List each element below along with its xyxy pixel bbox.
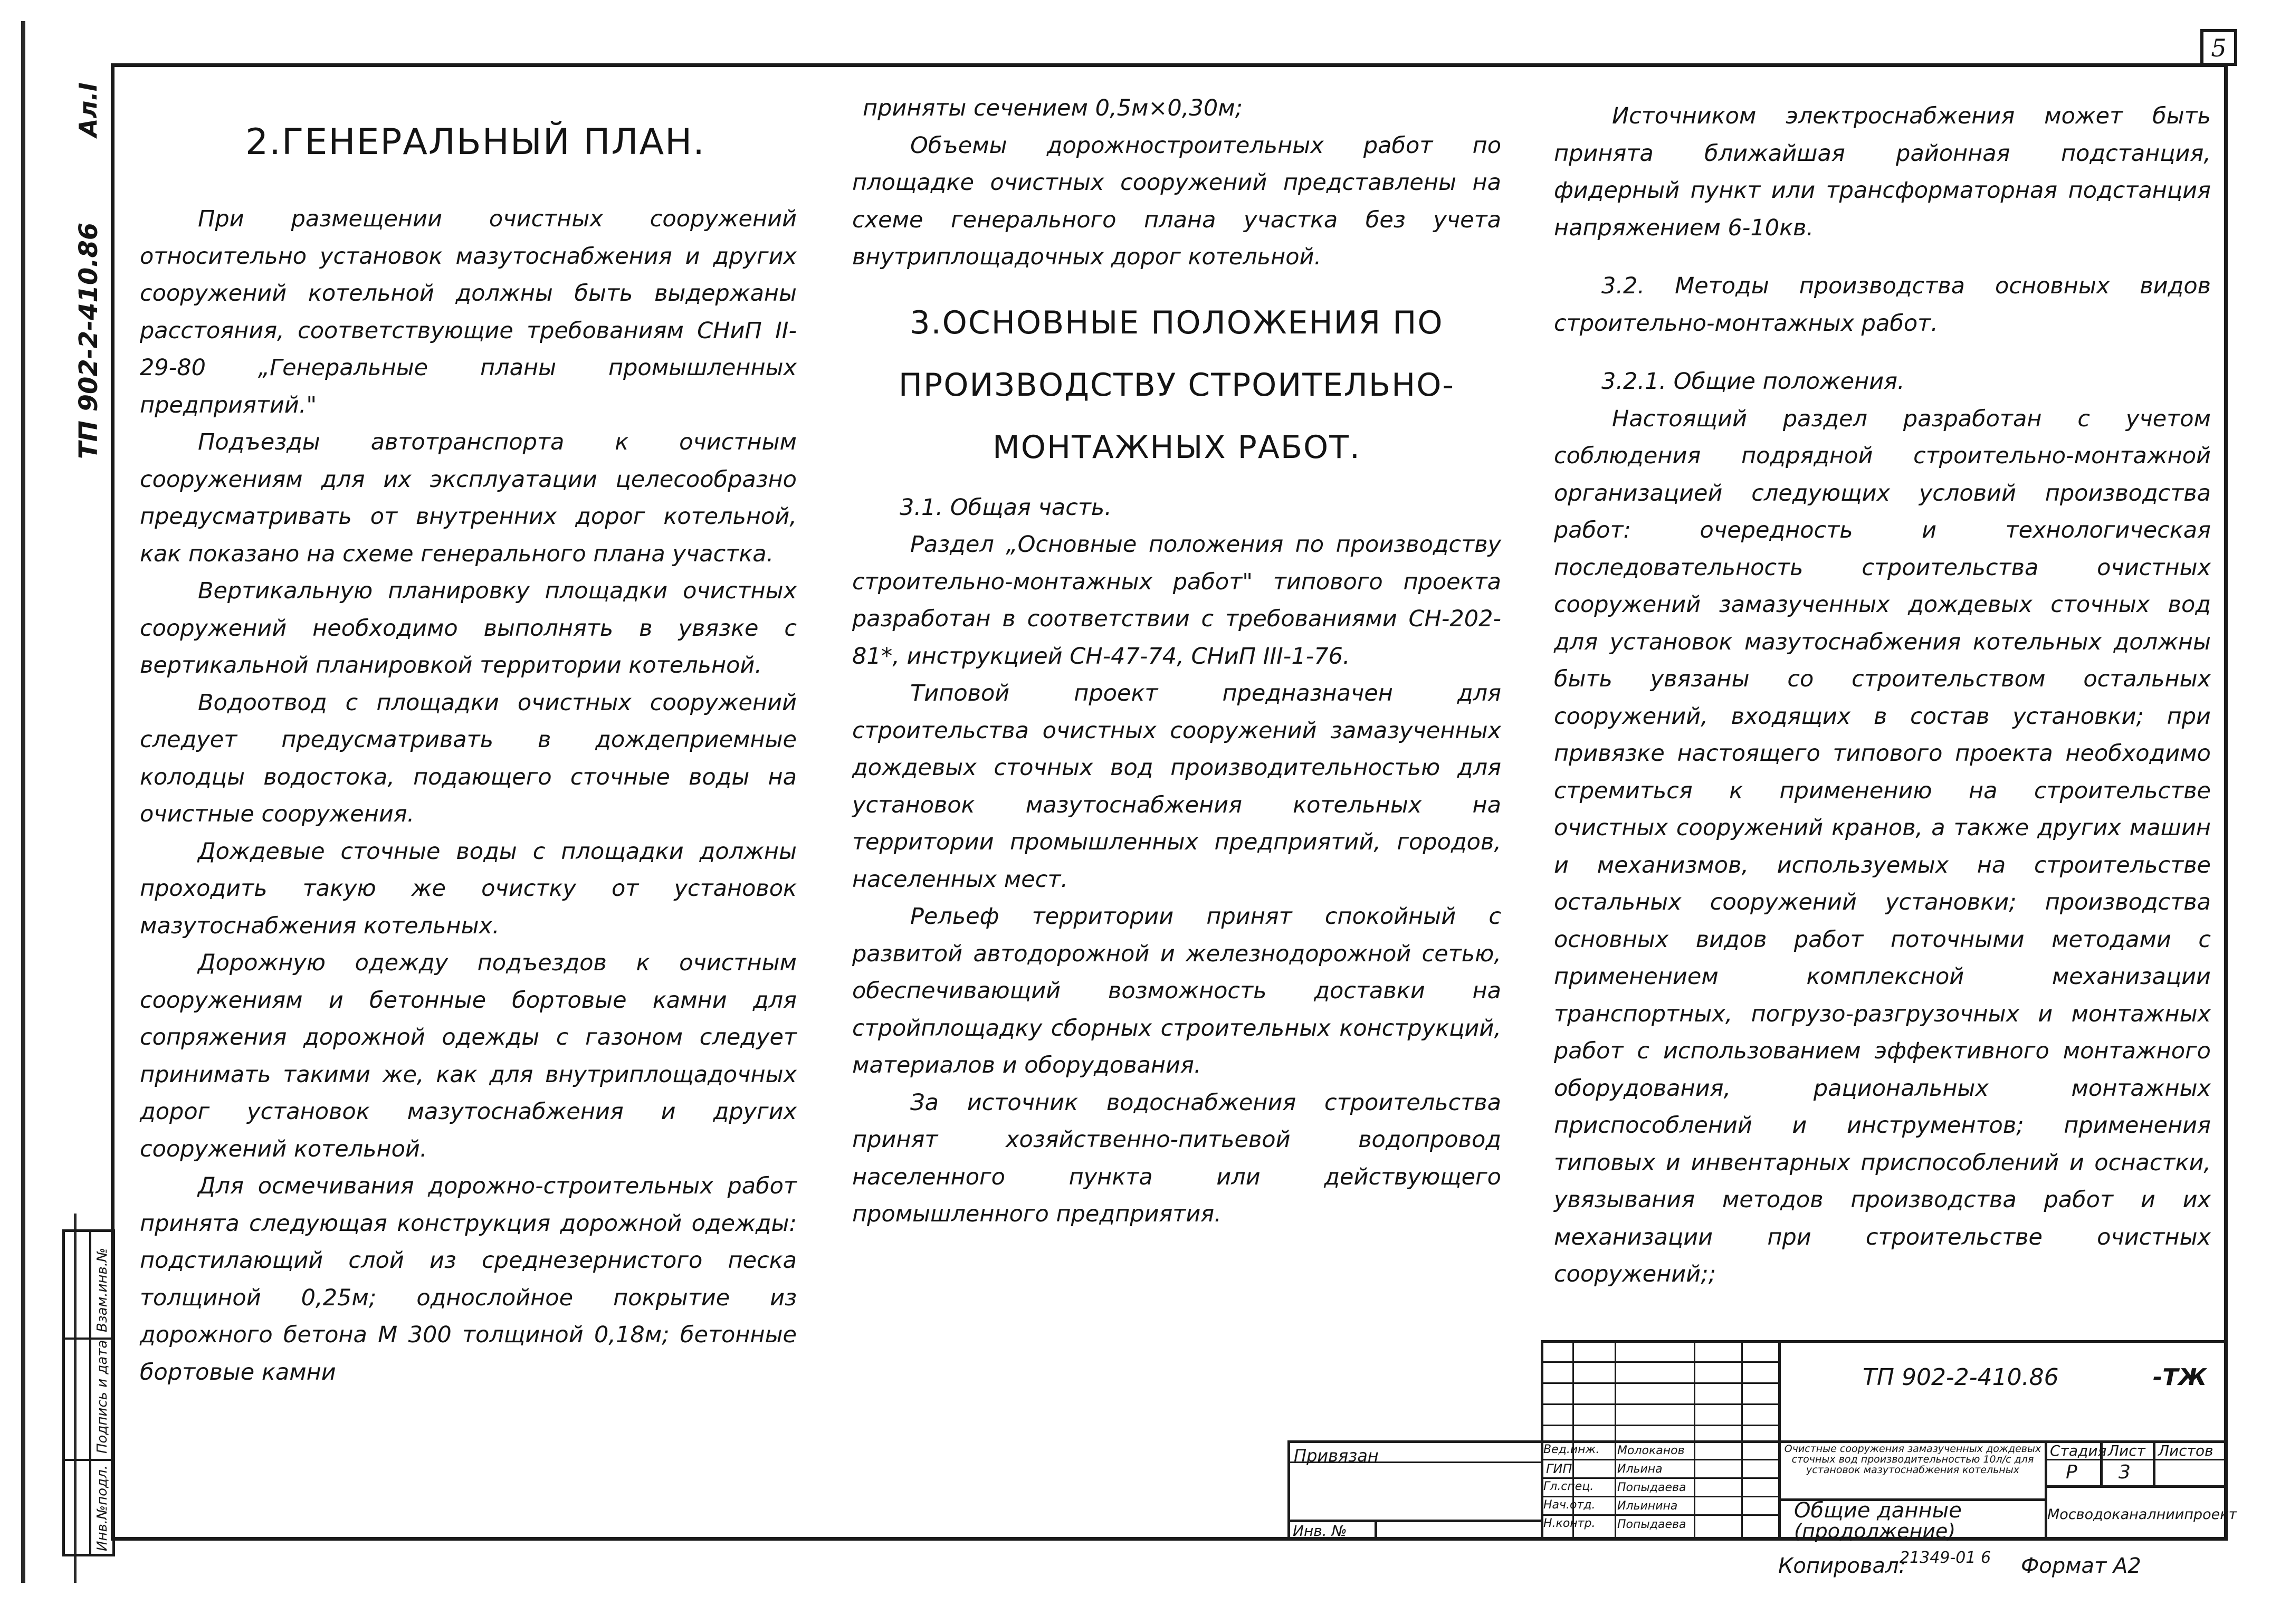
subsection-heading: 3.1. Общая часть. xyxy=(900,494,1112,521)
signer-name: Попыдаева xyxy=(1617,1518,1686,1531)
paragraph: Дождевые сточные воды с площадки должны проходить такую же очистку от установок мазутоснабжения котельных. xyxy=(140,838,797,939)
paragraph: Объемы дорожностроительных работ по площадке очистных сооружений представлены на схеме генерального плана участка без учета внутриплощадочных дорог котельной. xyxy=(852,132,1501,270)
column-general-plan xyxy=(140,106,797,1391)
left-edge-line xyxy=(21,21,25,1583)
paragraph: За источник водоснабжения строительства принят хозяйственно-питьевой водопровод населенного пункта или действующего промышленного предприятия. xyxy=(852,1089,1501,1227)
document-code: ТП 902-2-410.86 xyxy=(1863,1364,2059,1391)
paragraph: Типовой проект предназначен для строительства очистных сооружений замазученных дождевых сточных вод производительностью для установок мазутоснабжения котельных на территории промышленных предприятий, городов, населенных мест. xyxy=(852,680,1501,893)
paragraph-continuation: приняты сечением 0,5м×0,30м; xyxy=(863,95,1243,121)
sheet-format: Формат А2 xyxy=(2021,1554,2141,1578)
copied-by-label: Копировал: xyxy=(1778,1554,1906,1578)
margin-stamp xyxy=(62,1229,115,1556)
privyazan-label: Привязан xyxy=(1294,1446,1379,1466)
stage-value: Р xyxy=(2066,1461,2077,1483)
column-construction xyxy=(852,90,1501,1233)
margin-stamp-signature: Подпись и дата xyxy=(94,1340,110,1454)
sheets-label: Листов xyxy=(2158,1442,2213,1459)
section-title-general-plan: 2.ГЕНЕРАЛЬНЫЙ ПЛАН. xyxy=(245,121,705,163)
margin-document-code: ТП 902-2-410.86 xyxy=(74,222,103,459)
sheet-label: Лист xyxy=(2108,1442,2145,1459)
paragraph: Рельеф территории принят спокойный с развитой автодорожной и железнодорожной сетью, обеспечивающий возможность доставки на стройплощадку сборных строительных конструкций, материалов и оборудования. xyxy=(852,903,1501,1078)
paragraph: Раздел „Основные положения по производству строительно-монтажных работ" типового проекта разработан в соответствии с требованиями СН-202-81*, инструкцией СН-47-74, СНиП III-1-76. xyxy=(852,531,1501,670)
signer-name: Молоканов xyxy=(1617,1444,1685,1457)
paragraph: Настоящий раздел разработан с учетом соблюдения подрядной строительно-монтажной организацией следующих условий производства работ: очередность и технологическая последовательность строительства очистных сооружений замазученных дождевых сточных вод для установок мазутоснабжения котельных должны быть увязаны со строительством остальных сооружений, входящих в состав установки; при привязке настоящего типового проекта необходимо стремиться к применению на строительстве очистных сооружений кранов, а также других машин и механизмов, используемых на строительстве остальных сооружений установки; производства основных видов работ поточными методами с применением комплексной механизации транспортных, погрузо-разгрузочных и монтажных работ с использованием эффективного монтажного оборудования, рациональных монтажных приспособлений и инструментов; применения типовых и инвентарных приспособлений и оснастки, увязывания методов производства работ и их механизации при строительстве очистных сооружений;; xyxy=(1554,405,2211,1287)
signer-name: Попыдаева xyxy=(1617,1481,1686,1494)
role-department-head: Нач.отд. xyxy=(1543,1498,1596,1512)
paragraph: Вертикальную планировку площадки очистных сооружений необходимо выполнять в увязке с вертикальной планировкой территории котельной. xyxy=(140,578,797,679)
copy-number: 21349-01 6 xyxy=(1900,1549,1991,1567)
stage-label: Стадия xyxy=(2050,1442,2107,1459)
subsection-heading: 3.2.1. Общие положения. xyxy=(1601,368,1905,395)
role-chief-specialist: Гл.спец. xyxy=(1543,1480,1594,1493)
sheet-value: 3 xyxy=(2119,1461,2131,1483)
paragraph: Дорожную одежду подъездов к очистным сооружениям и бетонные бортовые камни для сопряжения дорожной одежды с газоном следует принимать такими же, как для внутриплощадочных дорог установок мазутоснабжения и других сооружений котельной. xyxy=(140,950,797,1162)
role-lead-engineer: Вед.инж. xyxy=(1543,1443,1600,1456)
section-title-construction: 3.ОСНОВНЫЕ ПОЛОЖЕНИЯ ПО ПРОИЗВОДСТВУ СТРОИТЕЛЬНО-МОНТАЖНЫХ РАБОТ. xyxy=(898,304,1455,466)
paragraph: При размещении очистных сооружений относительно установок мазутоснабжения и других сооружений котельной должны быть выдержаны расстояния, соответствующие требованиям СНиП II-29-80 „Генеральные планы промышленных предприятий." xyxy=(140,206,797,418)
margin-album-label: Ал.I xyxy=(74,82,102,137)
role-chief-engineer: ГИП xyxy=(1546,1461,1572,1476)
margin-stamp-replace: Взам.инв.№ xyxy=(94,1248,110,1332)
paragraph: Водоотвод с площадки очистных сооружений следует предусматривать в дождеприемные колодцы водостока, подающего сточные воды на очистные сооружения. xyxy=(140,689,797,827)
sheet-subtitle: (продолжение) xyxy=(1794,1520,1956,1543)
paragraph: Источником электроснабжения может быть принята ближайшая районная подстанция, фидерный пункт или трансформаторная подстанция напряжением 6-10кв. xyxy=(1554,103,2211,241)
column-methods xyxy=(1554,98,2211,1293)
inventory-number-label: Инв. № xyxy=(1293,1522,1347,1540)
margin-stamp-inv: Инв.№подл. xyxy=(94,1465,110,1551)
paragraph: Подъезды автотранспорта к очистным сооружениям для их эксплуатации целесообразно предусматривать от внутренних дорог котельной, как показано на схеме генерального плана участка. xyxy=(140,429,797,567)
signer-name: Ильинина xyxy=(1617,1499,1678,1513)
subsection-heading: 3.2. Методы производства основных видов строительно-монтажных работ. xyxy=(1554,273,2211,337)
organization-name: Мосводоканалниипроект xyxy=(2047,1506,2237,1523)
sheet-number: 5 xyxy=(2200,29,2237,66)
signer-name: Ильина xyxy=(1617,1463,1663,1476)
title-block xyxy=(1287,1340,2237,1543)
sheet-title: Общие данные xyxy=(1794,1498,1962,1523)
document-suffix: -ТЖ xyxy=(2153,1364,2207,1391)
role-norm-control: Н.контр. xyxy=(1543,1517,1596,1530)
project-description: Очистные сооружения замазученных дождевых сточных вод производительностью 10л/с для установок мазутоснабжения котельных xyxy=(1784,1443,2041,1476)
paragraph: Для осмечивания дорожно-строительных работ принята следующая конструкция дорожной одежды: подстилающий слой из среднезернистого песка толщиной 0,25м; однослойное покрытие из дорожного бетона М 300 толщиной 0,18м; бетонные бортовые камни xyxy=(140,1173,797,1386)
